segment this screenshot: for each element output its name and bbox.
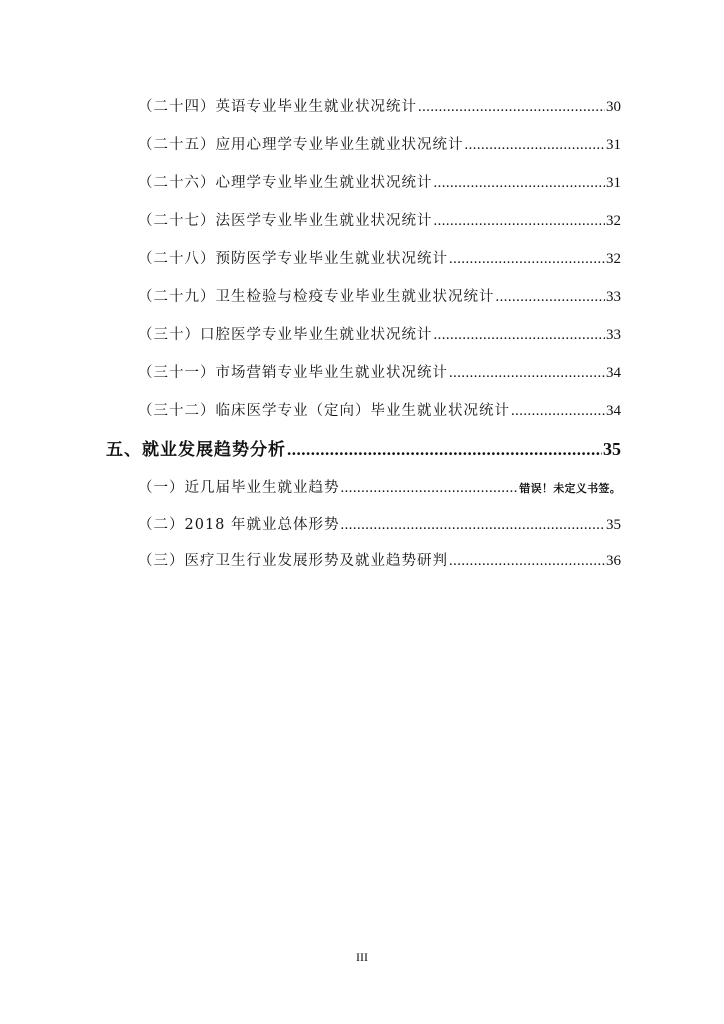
entry-number: （二十五）	[138, 137, 216, 153]
entry-number: （二十七）	[138, 213, 216, 229]
entry-page-number: 35	[606, 517, 621, 533]
entry-number: （二十九）	[138, 289, 216, 305]
entry-page-number: 36	[606, 553, 621, 569]
dot-leader	[511, 401, 605, 421]
toc-entry[interactable]	[138, 249, 621, 269]
toc-entry[interactable]	[138, 97, 621, 117]
dot-leader	[341, 478, 519, 498]
entry-page-number: 30	[606, 99, 621, 115]
entry-title: 临床医学专业（定向）毕业生就业状况统计	[215, 403, 510, 419]
toc-entry[interactable]	[138, 211, 621, 231]
toc-entry[interactable]	[138, 551, 621, 571]
toc-section-heading[interactable]	[106, 437, 621, 461]
dot-leader	[449, 249, 605, 269]
entry-title: 心理学专业毕业生就业状况统计	[215, 175, 433, 191]
section-page-number: 35	[603, 439, 621, 459]
entry-number: （二十八）	[138, 251, 216, 267]
entry-title: 市场营销专业毕业生就业状况统计	[215, 365, 448, 381]
dot-leader	[287, 438, 602, 462]
entry-title: 应用心理学专业毕业生就业状况统计	[215, 137, 464, 153]
toc-entry[interactable]	[138, 478, 621, 498]
dot-leader	[496, 287, 606, 307]
dot-leader	[434, 173, 606, 193]
entry-page-number: 34	[606, 403, 621, 419]
toc-entry[interactable]	[138, 287, 621, 307]
entry-page-number: 34	[606, 365, 621, 381]
section-title: 五、就业发展趋势分析	[106, 440, 286, 460]
toc-entry[interactable]	[138, 135, 621, 155]
dot-leader	[465, 135, 606, 155]
dot-leader	[434, 211, 606, 231]
entry-title: 口腔医学专业毕业生就业状况统计	[200, 327, 433, 343]
entry-title: 医疗卫生行业发展形势及就业趋势研判	[184, 553, 448, 569]
entry-page-number: 31	[606, 175, 621, 191]
dot-leader	[449, 363, 605, 383]
entry-page-number: 32	[606, 213, 621, 229]
entry-number: （三十）	[138, 327, 200, 343]
dot-leader	[434, 325, 606, 345]
toc-entry[interactable]	[138, 325, 621, 345]
entry-title: 卫生检验与检疫专业毕业生就业状况统计	[215, 289, 495, 305]
entry-number: （二十六）	[138, 175, 216, 191]
dot-leader	[449, 551, 605, 571]
entry-page-number: 33	[606, 327, 621, 343]
entry-number: （三十一）	[138, 365, 216, 381]
bookmark-error-text: 错误！未定义书签。	[519, 482, 621, 495]
entry-title: 英语专业毕业生就业状况统计	[215, 99, 417, 115]
entry-number: （三）	[138, 553, 185, 569]
dot-leader	[418, 97, 605, 117]
entry-title: 2018 年就业总体形势	[184, 517, 340, 533]
toc-entry[interactable]	[138, 173, 621, 193]
page-footer-number: III	[356, 950, 368, 964]
entry-page-number: 32	[606, 251, 621, 267]
toc-entry[interactable]	[138, 401, 621, 421]
entry-number: （一）	[138, 480, 185, 496]
entry-number: （二十四）	[138, 99, 216, 115]
entry-title: 近几届毕业生就业趋势	[184, 480, 340, 496]
entry-number: （二）	[138, 517, 185, 533]
dot-leader	[341, 515, 605, 535]
entry-title: 预防医学专业毕业生就业状况统计	[215, 251, 448, 267]
toc-entry[interactable]	[138, 363, 621, 383]
toc-entry[interactable]	[138, 515, 621, 535]
entry-title: 法医学专业毕业生就业状况统计	[215, 213, 433, 229]
entry-page-number: 33	[606, 289, 621, 305]
entry-number: （三十二）	[138, 403, 216, 419]
entry-page-number: 31	[606, 137, 621, 153]
